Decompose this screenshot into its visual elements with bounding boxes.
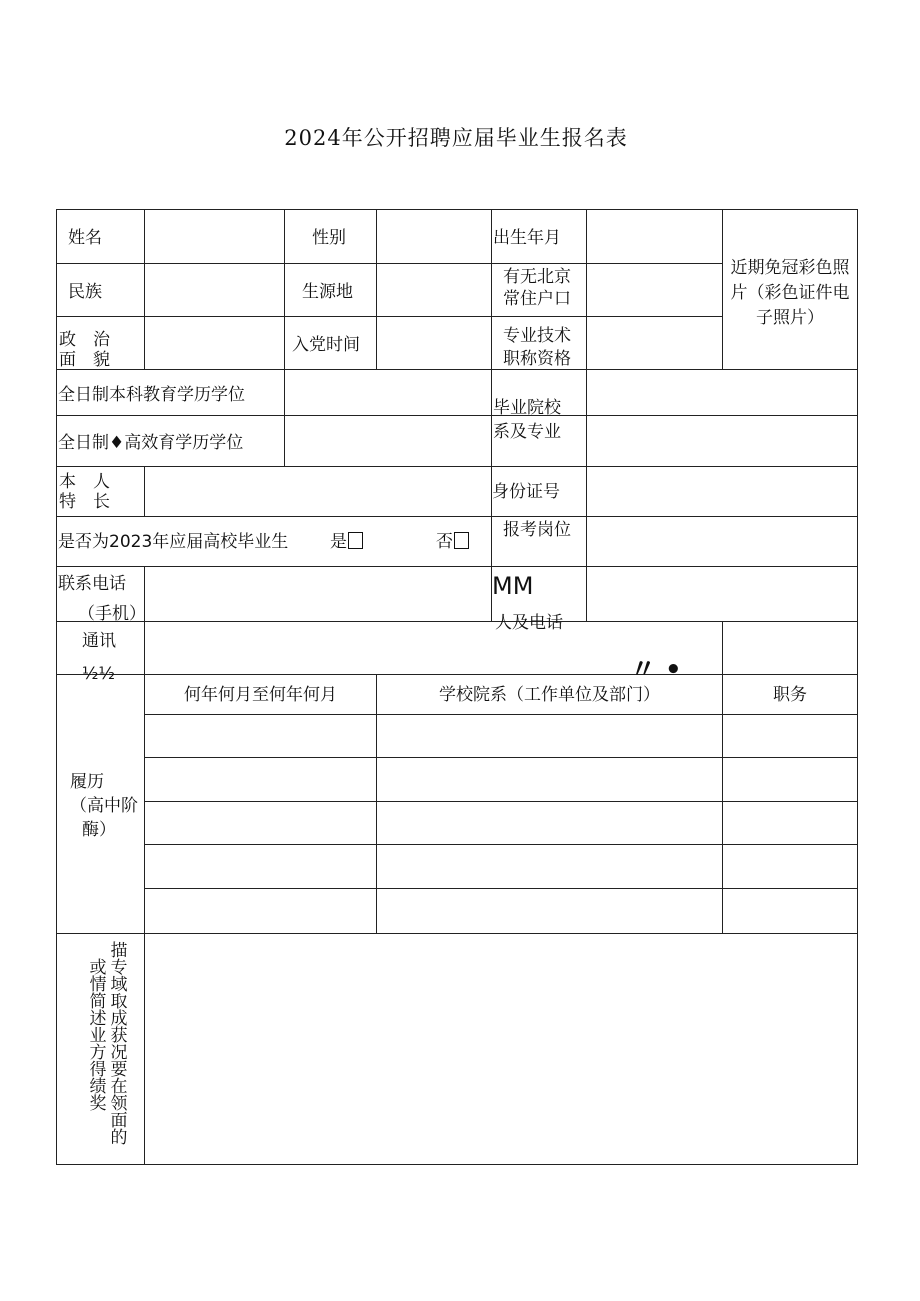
label-resume-3: 酶） xyxy=(82,820,116,840)
label-beijing-hukou: 有无北京常住户口 xyxy=(503,267,571,309)
label-phone-1: 联系电话 xyxy=(58,574,126,594)
label-specialty-2: 特 长 xyxy=(59,492,110,512)
label-name: 姓名 xyxy=(68,228,102,248)
page-title: 2024年公开招聘应届毕业生报名表 xyxy=(284,126,628,150)
label-desc-col1: 或情简述业方得绩奖 xyxy=(89,958,107,1114)
label-title-qual-1: 专业技术 xyxy=(503,326,571,346)
label-address-1: 通讯 xyxy=(82,631,116,651)
label-school-major-2: 系及专业 xyxy=(493,422,561,442)
label-party-time: 入党时间 xyxy=(292,335,360,355)
label-gender: 性别 xyxy=(312,228,346,248)
label-higher: 全日制♦高效育学历学位 xyxy=(58,433,244,453)
address-mark: 〃 • xyxy=(630,655,682,685)
label-other-1: MM xyxy=(492,572,534,600)
label-resume-1: 履历 xyxy=(70,772,104,792)
header-resume-duty: 职务 xyxy=(773,685,807,705)
label-specialty-1: 本 人 xyxy=(59,472,110,492)
checkbox-no[interactable] xyxy=(454,532,469,549)
label-address-2-clip xyxy=(56,660,144,684)
label-political-2: 面 貌 xyxy=(59,350,110,370)
label-photo: 近期免冠彩色照片（彩色证件电子照片） xyxy=(730,258,850,328)
label-address-2: ½½ xyxy=(82,664,115,684)
address-mark-clip xyxy=(620,654,700,685)
label-fresh-grad: 是否为2023年应届高校毕业生 xyxy=(58,532,289,552)
option-no[interactable] xyxy=(436,532,469,552)
label-phone-2-clip xyxy=(56,600,146,624)
label-ethnicity: 民族 xyxy=(68,282,102,302)
header-resume-school: 学校院系（工作单位及部门） xyxy=(439,685,660,705)
label-birth: 出生年月 xyxy=(493,228,561,248)
label-other-2-clip xyxy=(492,608,585,633)
label-desc-col2: 描专域取成获况要在领面的 xyxy=(110,941,128,1148)
checkbox-yes[interactable] xyxy=(348,532,363,549)
label-id-no: 身份证号 xyxy=(492,482,560,502)
label-political-1: 政 治 xyxy=(59,330,110,350)
label-school-major-1: 毕业院校 xyxy=(493,398,561,418)
label-origin: 生源地 xyxy=(302,282,353,302)
label-bachelor: 全日制本科教育学历学位 xyxy=(58,385,245,405)
label-phone-2: （手机） xyxy=(78,604,146,624)
label-other-2: 人及电话 xyxy=(495,613,563,633)
option-yes[interactable] xyxy=(330,532,363,552)
label-title-qual-2: 职称资格 xyxy=(503,349,571,369)
header-resume-period: 何年何月至何年何月 xyxy=(184,685,337,705)
label-resume-2: （高中阶 xyxy=(70,796,138,816)
label-position: 报考岗位 xyxy=(503,520,571,540)
option-no-label: 否 xyxy=(436,532,453,552)
option-yes-label: 是 xyxy=(330,532,347,552)
